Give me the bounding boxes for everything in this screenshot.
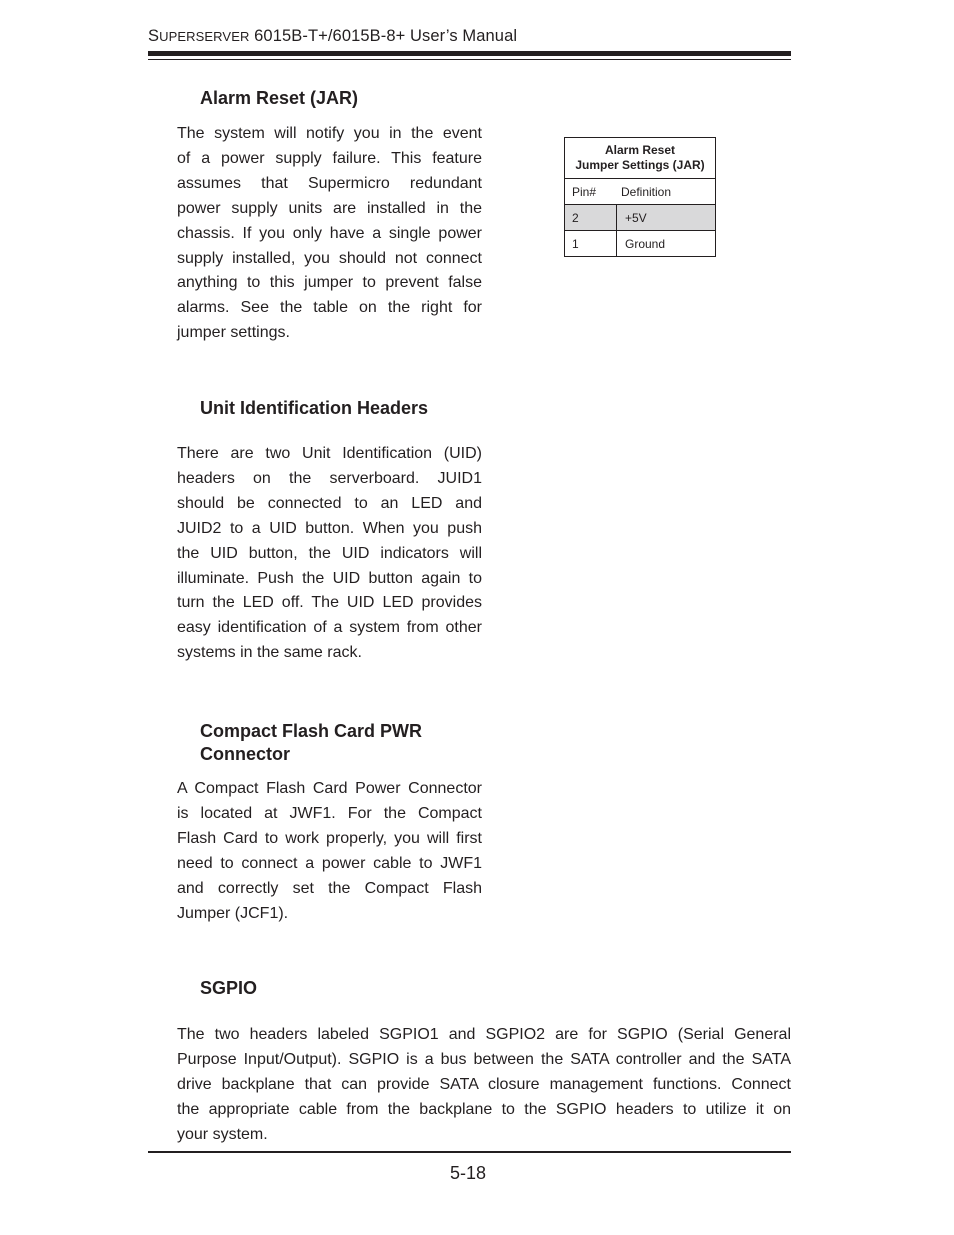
body-line: illuminate. Push the UID button again to	[177, 569, 482, 587]
body-line: assumes that Supermicro redundant	[177, 174, 482, 192]
running-header-title	[148, 27, 517, 46]
table-row	[565, 231, 715, 256]
body-line: anything to this jumper to prevent false	[177, 274, 482, 292]
body-line: the UID button, the UID indicators will	[177, 544, 482, 562]
body-line: easy identification of a system from other	[177, 619, 482, 637]
jumper-table-header-row	[565, 179, 715, 205]
jumper-settings-table	[564, 137, 716, 257]
body-line: Flash Card to work properly, you will first	[177, 829, 482, 847]
body-line: power supply units are installed in the	[177, 199, 482, 217]
header-title-rest: 6015B-T+/6015B-8+ User’s Manual	[249, 27, 518, 45]
body-line: headers on the serverboard. JUID1	[177, 469, 482, 487]
header-title-smallcaps: UPERSERVER	[159, 29, 250, 44]
jumper-table-pin: 2	[565, 205, 617, 230]
section-heading-uid: Unit Identification Headers	[200, 398, 429, 418]
section-body-alarm-reset	[177, 122, 482, 346]
body-line: drive backplane that can provide SATA closure management functions. Connect	[177, 1075, 791, 1093]
jumper-table-definition: Ground	[625, 236, 666, 251]
body-line: jumper settings.	[177, 324, 290, 342]
section-body-uid	[177, 442, 482, 666]
body-line: turn the LED off. The UID LED provides	[177, 594, 482, 612]
footer-rule	[148, 1151, 791, 1153]
heading-line: Connector	[200, 744, 290, 764]
body-line: and correctly set the Compact Flash	[177, 879, 482, 897]
section-heading-compact-flash	[200, 720, 422, 766]
jumper-table-caption	[565, 138, 715, 179]
page-number: 5-18	[450, 1163, 487, 1183]
body-line: supply installed, you should not connect	[177, 249, 482, 267]
jumper-table-col-definition: Definition	[621, 184, 672, 199]
jumper-table-pin: 1	[565, 231, 617, 256]
header-title-initial: S	[148, 27, 160, 45]
header-rule-thick	[148, 51, 791, 56]
table-row	[565, 205, 715, 231]
section-body-compact-flash	[177, 777, 482, 926]
jumper-table-caption-line1: Alarm Reset	[604, 143, 676, 157]
section-heading-alarm-reset: Alarm Reset (JAR)	[200, 88, 359, 108]
body-line: should be connected to an LED and	[177, 494, 482, 512]
body-line: of a power supply failure. This feature	[177, 149, 482, 167]
jumper-table-definition: +5V	[625, 210, 647, 225]
body-line: alarms. See the table on the right for	[177, 299, 482, 317]
heading-line: Compact Flash Card PWR	[200, 721, 423, 741]
body-line: Jumper (JCF1).	[177, 904, 289, 922]
body-line: The system will notify you in the event	[177, 125, 482, 142]
body-line: need to connect a power cable to JWF1	[177, 854, 482, 872]
body-line: systems in the same rack.	[177, 644, 362, 662]
section-heading-sgpio: SGPIO	[200, 978, 258, 998]
body-line: chassis. If you only have a single power	[177, 224, 482, 242]
body-line: The two headers labeled SGPIO1 and SGPIO2 are for SGPIO (Serial General	[177, 1026, 791, 1043]
body-line: is located at JWF1. For the Compact	[177, 804, 482, 822]
body-line: the appropriate cable from the backplane to the SGPIO headers to utilize it on	[177, 1100, 791, 1118]
body-line: A Compact Flash Card Power Connector	[177, 780, 482, 797]
body-line: JUID2 to a UID button. When you push	[177, 519, 482, 537]
section-body-sgpio	[177, 1023, 791, 1148]
body-line: your system.	[177, 1125, 268, 1143]
body-line: There are two Unit Identification (UID)	[177, 445, 482, 462]
jumper-table-col-pin: Pin#	[572, 184, 597, 199]
jumper-table-caption-line2: Jumper Settings (JAR)	[575, 158, 705, 172]
header-rule-thin	[148, 59, 791, 60]
body-line: Purpose Input/Output). SGPIO is a bus between the SATA controller and the SATA	[177, 1050, 791, 1068]
